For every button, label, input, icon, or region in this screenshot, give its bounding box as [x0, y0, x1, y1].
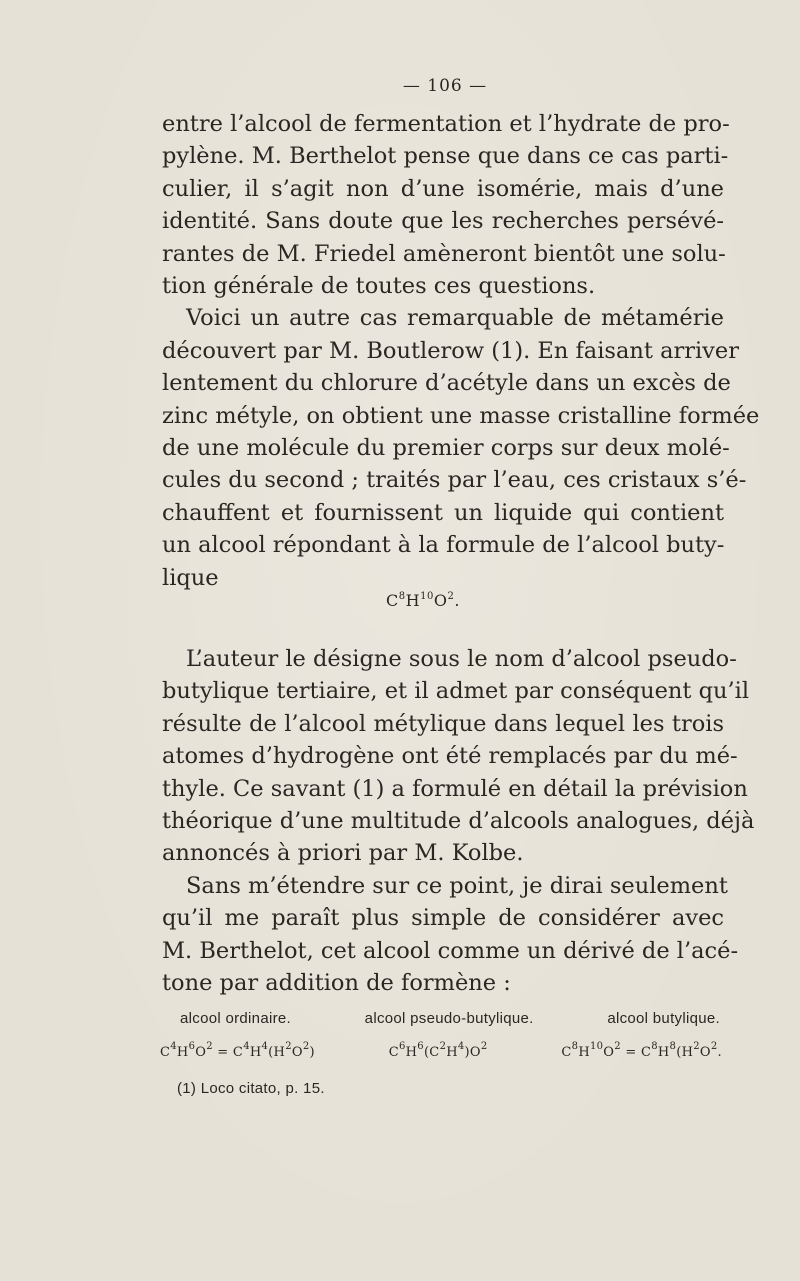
table-header: alcool pseudo-butylique. [364, 1010, 534, 1027]
formula-sup: 10 [589, 1041, 604, 1052]
formula-part: H [446, 1045, 458, 1060]
text-line: atomes d’hydrogène ont été remplacés par du mé- [162, 743, 738, 770]
footnote: (1) Loco citato, p. 15. [177, 1080, 325, 1097]
formula-sup: 2 [614, 1041, 621, 1052]
text-line: L’auteur le désigne sous le nom d’alcool pseudo- [186, 646, 737, 672]
formula-part: C [160, 1045, 171, 1060]
text-line: annoncés à priori par M. Kolbe. [162, 840, 524, 867]
text-line: tone par addition de formène : [162, 970, 511, 997]
formula-sup: 2 [206, 1041, 213, 1052]
text-line: théorique d’une multitude d’alcools analogues, déjà [162, 808, 755, 835]
table-header: alcool ordinaire. [180, 1010, 291, 1027]
formula-sup: 10 [420, 591, 434, 602]
formula-part: C [386, 591, 399, 610]
formula-part: ) [309, 1045, 315, 1060]
text-line: Voici un autre cas remarquable de métamérie [186, 305, 724, 332]
formula-part: C [561, 1045, 572, 1060]
text-line: cules du second ; traités par l’eau, ces cristaux s’é- [162, 467, 747, 494]
text-line: butylique tertiaire, et il admet par conséquent qu’il [162, 678, 750, 705]
formula-part: O [603, 1045, 615, 1060]
text-line: découvert par M. Boutlerow (1). En faisant arriver [162, 337, 739, 364]
formula-part: H [249, 1045, 262, 1060]
text-line: qu’il me paraît plus simple de considérer avec [162, 905, 724, 932]
text-line: lique [162, 564, 219, 591]
text-line: chauffent et fournissent un liquide qui contient [162, 499, 724, 526]
formula-ordinary [160, 1041, 315, 1060]
formula-part: )O [464, 1045, 481, 1060]
text-line: identité. Sans doute que les recherches persévé- [162, 208, 724, 235]
formula-pseudo-butylic [389, 1041, 488, 1060]
text-line: résulte de l’alcool métylique dans lequel les trois [162, 710, 724, 737]
formula-sup: 4 [170, 1041, 177, 1052]
formula-sup: 8 [651, 1041, 658, 1052]
text-line: entre l’alcool de fermentation et l’hydrate de pro- [162, 111, 730, 137]
formula-part: O [291, 1045, 303, 1060]
formula-sup: 8 [669, 1041, 677, 1052]
formula-part: H [578, 1045, 590, 1060]
formula-sup: 4 [457, 1041, 465, 1052]
formula-sup: 2 [439, 1041, 447, 1052]
text-line: culier, il s’agit non d’une isomérie, mais d’une [162, 175, 724, 202]
formula-sup: 6 [188, 1041, 196, 1052]
alcohol-table-formulas [160, 1041, 722, 1060]
formula-part: H [176, 1045, 189, 1060]
formula-part: (C [423, 1045, 440, 1060]
text-line: tion générale de toutes ces questions. [162, 273, 596, 300]
formula-sup: 4 [261, 1041, 269, 1052]
formula-sup: 2 [693, 1041, 700, 1052]
formula-part: H [405, 591, 421, 610]
formula-part: O [699, 1045, 711, 1060]
formula-part: . [717, 1045, 722, 1060]
formula-part: H [657, 1045, 670, 1060]
formula-part: = C [620, 1045, 652, 1060]
formula-part: . [454, 591, 460, 610]
formula-part: H [405, 1045, 418, 1060]
text-line: M. Berthelot, cet alcool comme un dérivé de l’acé- [162, 937, 739, 964]
formula-part: O [195, 1045, 207, 1060]
text-line: pylène. M. Berthelot pense que dans ce cas parti- [162, 143, 729, 170]
paragraph-1 [162, 108, 760, 594]
page-number: — 106 — [402, 76, 488, 96]
formula-butylic [386, 591, 460, 610]
formula-sup: 6 [417, 1041, 424, 1052]
text-line: rantes de M. Friedel amèneront bientôt une solu- [162, 240, 726, 267]
formula-sup: 6 [398, 1041, 406, 1052]
formula-sup: 2 [480, 1041, 488, 1052]
formula-part: (H [676, 1045, 694, 1060]
formula-sup: 2 [285, 1041, 292, 1052]
text-line: Sans m’étendre sur ce point, je dirai seulement [186, 872, 728, 899]
text-line: lentement du chlorure d’acétyle dans un excès de [162, 370, 731, 397]
formula-part: O [433, 591, 448, 610]
paragraph-3-4 [162, 643, 755, 999]
formula-part: = C [212, 1045, 244, 1060]
formula-sup: 2 [447, 591, 455, 602]
formula-part: (H [268, 1045, 286, 1060]
formula-part: C [388, 1045, 399, 1060]
text-line: thyle. Ce savant (1) a formulé en détail la prévision [162, 775, 748, 802]
text-line: zinc métyle, on obtient une masse cristalline formée [162, 402, 760, 429]
formula-butylic-row [561, 1041, 722, 1060]
text-line: un alcool répondant à la formule de l’alcool buty- [162, 532, 725, 559]
formula-sup: 8 [571, 1041, 579, 1052]
table-header: alcool butylique. [607, 1010, 720, 1027]
formula-sup: 8 [398, 591, 406, 602]
formula-sup: 4 [243, 1041, 250, 1052]
formula-sup: 2 [302, 1041, 310, 1052]
alcohol-table-headers [180, 1010, 720, 1027]
formula-sup: 2 [710, 1041, 718, 1052]
text-line: de une molécule du premier corps sur deux molé- [162, 435, 730, 462]
